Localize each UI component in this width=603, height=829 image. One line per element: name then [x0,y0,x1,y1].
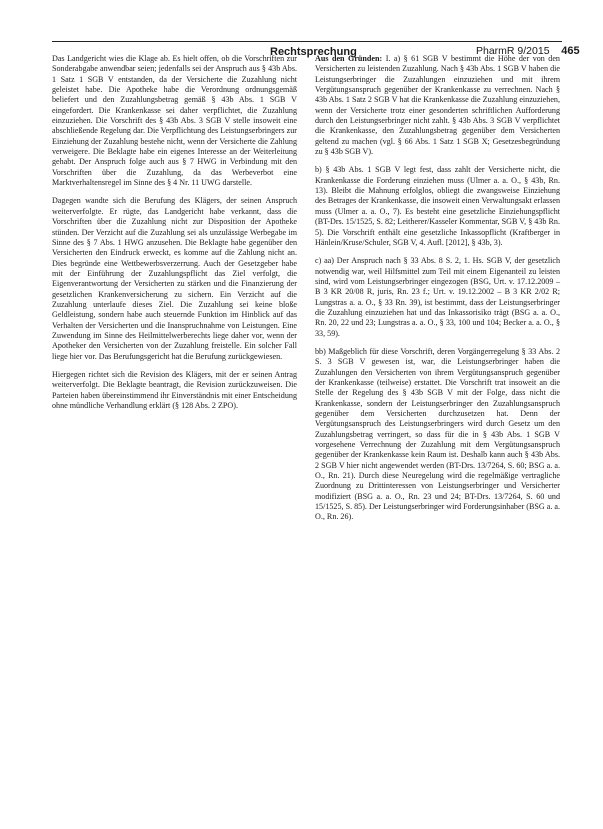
right-paragraph [315,54,560,157]
page-number: 465 [561,45,580,57]
right-paragraph: b) § 43b Abs. 1 SGB V legt fest, dass zahlt der Versicherte nicht, die Krankenkasse die Forderung einziehen muss (Ulmer a. a. O., § 43b, Rn. 13). Bleibt die Mahnung erfolglos, obliegt die zwangsweise Einziehung des Betrages der Krankenkasse, die insoweit einen Verwaltungsakt erlassen muss (Ulmer a. a. O., 7). Es besteht eine gesetzliche Einziehungspflicht (BT-Drs. 15/1525, S. 82; Leitherer/Kasseler Kommentar, SGB V, § 43b Rn. 5). Die Vorschrift enthält eine gesetzliche Inkassopflicht (Kraftberger in Hänlein/Kruse/Schuler, SGB V, 4. Aufl. [2012], § 43b, 3). [315,165,560,247]
header-rule [52,41,562,42]
reasons-heading: Aus den Gründen: [315,54,383,63]
left-paragraph: Das Landgericht wies die Klage ab. Es hielt offen, ob die Vorschriften zur Sonderabgabe anwendbar seien; jedenfalls sei der Anspruch aus § 43b Abs. 1 Satz 1 SGB V entstanden, da der Versicherte die Zuzahlung nicht geleistet habe. Die Apotheke habe die Verordnung ordnungsgemäß beliefert und den Zuzahlungsbetrag gemäß § 43b Abs. 1 SGB V eingefordert. Die Krankenkasse sei daher verpflichtet, die Zuzahlung einzuziehen. Die Vorschrift des § 43b Abs. 3 SGB V stelle insoweit eine abschließende Regelung dar. Die Verpflichtung des Leistungserbringers zur Einziehung der Zuzahlung bestehe nicht, wenn der Versicherte die Zahlung verweigere. Die Beklagte habe ein eigenes Interesse an der Weiterleitung gehabt. Der Anspruch folge auch aus § 7 HWG in Verbindung mit den Vorschriften über die Zuzahlung, da das Werbeverbot eine Marktverhaltensregel im Sinne des § 4 Nr. 11 UWG darstelle. [52,54,297,188]
section-title: Rechtsprechung [270,46,357,58]
right-column [315,54,560,529]
running-header [0,20,603,58]
left-column [52,54,297,417]
left-paragraph: Dagegen wandte sich die Berufung des Klägers, der seinen Anspruch weiterverfolgte. Er rügte, das Landgericht habe verkannt, dass die Vorschriften über die Zuzahlung nicht zur Disposition der Apotheke stünden. Der Verzicht auf die Zuzahlung sei als unzulässige Werbegabe im Sinne des § 7 Abs. 1 HWG anzusehen. Die Beklagte habe gegenüber den Versicherten den Eindruck erweckt, es komme auf die Zahlung nicht an. Dies begründe eine Wettbewerbsverzerrung. Auch der Gesetzgeber habe mit der Einführung der Zuzahlungspflicht das Ziel verfolgt, die Eigenverantwortung der Versicherten zu stärken und die Finanzierung der gesetzlichen Krankenversicherung zu sichern. Ein Verzicht auf die Zuzahlung unterlaufe dieses Ziel. Die Zuzahlung sei keine bloße Geldleistung, sondern habe auch steuernde Funktion im Hinblick auf das Verhalten der Versicherten und die Inanspruchnahme von Leistungen. Eine Zuwendung im Sinne des Heilmittelwerberechts liege daher vor, wenn der Apotheker den Versicherten von der Zuzahlung freistelle. Ein solcher Fall liege hier vor. Das Berufungsgericht hat die Berufung zurückgewiesen. [52,196,297,361]
paragraph-text: I. a) § 61 SGB V bestimmt die Höhe der von den Versicherten zu leistenden Zuzahlung. Nach § 43b Abs. 1 SGB V haben die Leistungserbringer die Zuzahlungen einzuziehen und mit ihrem Vergütungsanspruch gegenüber der Krankenkasse zu verrechnen. Nach § 43b Abs. 1 Satz 2 SGB V hat die Krankenkasse die Zuzahlung einzuziehen, wenn der Versicherte trotz einer gesonderten schriftlichen Aufforderung durch den Leistungserbringer nicht zahlt. § 43b Abs. 3 SGB V verpflichtet die Krankenkasse, den Zuzahlungsbetrag gegenüber dem Versicherten geltend zu machen (vgl. § 66 Abs. 1 Satz 1 SGB X; Gesetzesbegründung zu § 43b SGB V). [315,54,560,157]
journal-issue: PharmR 9/2015 [476,45,550,57]
right-paragraph: c) aa) Der Anspruch nach § 33 Abs. 8 S. 2, 1. Hs. SGB V, der gesetzlich notwendig war, weil Hilfsmittel zum Teil mit einem Eigenanteil zu leisten sind, wird vom Leistungserbringer eingezogen (BSG, Urt. v. 17.12.2009 – B 3 KR 20/08 R, juris, Rn. 23 f.; Urt. v. 19.12.2002 – B 3 KR 2/02 R; Lungstras a. a. O., § 33 Rn. 39), ist bestimmt, dass der Leistungserbringer die Zuzahlung einzuziehen hat und das Inkassorisiko trägt (BSG a. a. O., Rn. 20, 22 und 23; Lungstras a. a. O., § 33, 100 und 104; Becker a. a. O., § 33, 59). [315,256,560,338]
right-paragraph: bb) Maßgeblich für diese Vorschrift, deren Vorgängerregelung § 33 Abs. 2 S. 3 SGB V gewesen ist, war, die Leistungserbringer haben die Zuzahlungen den Versicherten von ihrem Vergütungsanspruch gegenüber der Krankenkasse (teilweise) erstattet. Die Vorschrift trat insoweit an die Stelle der Regelung des § 43b SGB V mit der Folge, dass nicht die Krankenkasse, sondern der Leistungserbringer den Zuzahlungsanspruch gegenüber dem Versicherten durchzusetzen hat. Denn der Vergütungsanspruch des Leistungserbringers wird durch Gesetz um den Zuzahlungsbetrag verringert, so dass für die in § 43b Abs. 1 SGB V vorgesehene Verrechnung der Zuzahlung mit dem Vergütungsanspruch gegenüber der Krankenkasse kein Raum ist. Deshalb kann auch § 43b Abs. 2 SGB V hier nicht angewendet werden (BT-Drs. 13/7264, S. 60; BSG a. a. O., Rn. 21). Durch diese Neuregelung wird die regelmäßige vertragliche Zuordnung zu Drittinteressen von Leistungserbringer und Versicherter modifiziert (BSG a. a. O., Rn. 23 und 24; BT-Drs. 13/7264, S. 60 und 15/1525, S. 85). Der Leistungserbringer wird Forderungsinhaber (BSG a. a. O., Rn. 26). [315,346,561,522]
left-paragraph: Hiergegen richtet sich die Revision des Klägers, mit der er seinen Antrag weiterverfolgt. Die Beklagte beantragt, die Revision zurückzuweisen. Die Parteien haben übereinstimmend ihr Einverständnis mit einer Entscheidung ohne mündliche Verhandlung erklärt (§ 128 Abs. 2 ZPO). [52,369,297,410]
